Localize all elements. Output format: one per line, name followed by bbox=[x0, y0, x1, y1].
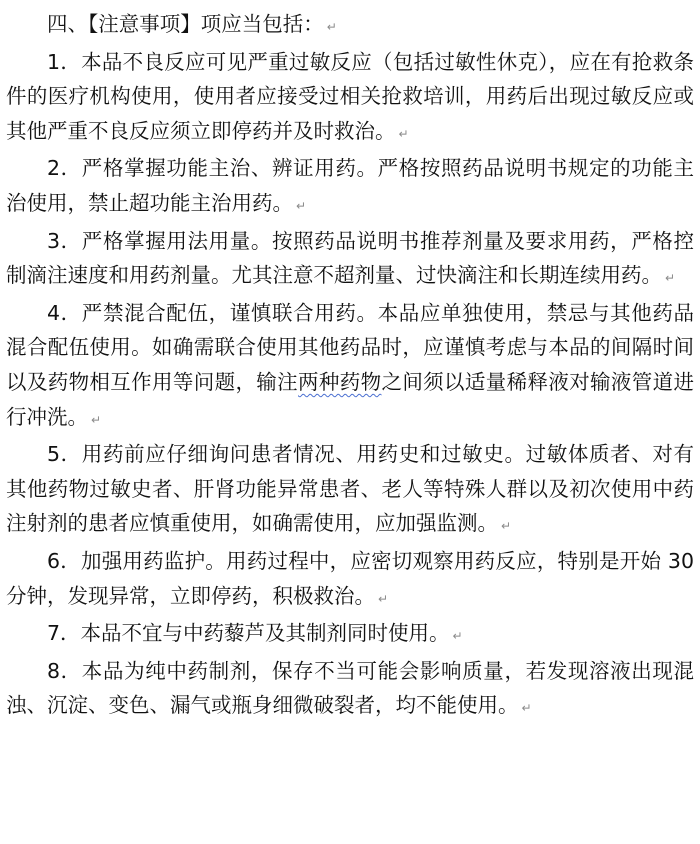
paragraph-mark-icon: ↵ bbox=[665, 271, 676, 286]
paragraph-mark-icon: ↵ bbox=[452, 629, 463, 644]
paragraph-mark-icon: ↵ bbox=[521, 701, 532, 716]
list-item-text: 8．本品为纯中药制剂，保存不当可能会影响质量，若发现溶液出现混浊、沉淀、变色、漏气或瓶身细微破裂者，均不能使用。 bbox=[6, 658, 694, 718]
list-item-1 bbox=[6, 45, 694, 152]
paragraph-mark-icon: ↵ bbox=[296, 198, 307, 213]
list-item-text: 3．严格掌握用法用量。按照药品说明书推荐剂量及要求用药，严格控制滴注速度和用药剂量。尤其注意不超剂量、过快滴注和长期连续用药。 bbox=[6, 228, 694, 288]
list-item-text: 7．本品不宜与中药藜芦及其制剂同时使用。 bbox=[47, 621, 450, 646]
list-item-8 bbox=[6, 654, 694, 726]
list-item-text: 4．严禁混合配伍，谨慎联合用药。本品应单独使用，禁忌与其他药品混合配伍使用。如确需联合使用其他药品时，应谨慎考虑与本品的间隔时间以及药物相互作用等问题，输注两种药物之间须以适量稀释液对输液管道进行冲洗。 bbox=[6, 300, 694, 429]
list-item-text: 1．本品不良反应可见严重过敏反应（包括过敏性休克），应在有抢救条件的医疗机构使用，使用者应接受过相关抢救培训，用药后出现过敏反应或其他严重不良反应须立即停药并及时救治。 bbox=[6, 49, 694, 143]
list-item-3 bbox=[6, 224, 694, 296]
list-item-text: 6．加强用药监护。用药过程中，应密切观察用药反应，特别是开始 30 分钟，发现异常，立即停药，积极救治。 bbox=[6, 548, 694, 608]
spellcheck-underline: 两种药物 bbox=[298, 369, 382, 394]
paragraph-mark-icon: ↵ bbox=[91, 412, 102, 427]
paragraph-mark-icon: ↵ bbox=[501, 519, 512, 534]
document-body bbox=[6, 7, 694, 726]
list-item-text: 2．严格掌握功能主治、辨证用药。严格按照药品说明书规定的功能主治使用，禁止超功能主治用药。 bbox=[6, 156, 694, 215]
paragraph-mark-icon: ↵ bbox=[398, 126, 409, 141]
list-item-2 bbox=[6, 151, 694, 223]
list-item-text: 5．用药前应仔细询问患者情况、用药史和过敏史。过敏体质者、对有其他药物过敏史者、肝肾功能异常患者、老人等特殊人群以及初次使用中药注射剂的患者应慎重使用，如确需使用，应加强监测。 bbox=[6, 442, 694, 536]
section-heading bbox=[6, 7, 694, 45]
paragraph-mark-icon: ↵ bbox=[326, 20, 337, 34]
list-item-4 bbox=[6, 296, 694, 437]
list-item-7 bbox=[6, 616, 694, 654]
list-item-5 bbox=[6, 437, 694, 544]
paragraph-mark-icon: ↵ bbox=[378, 591, 389, 606]
heading-text: 四、【注意事项】项应当包括： bbox=[47, 12, 324, 36]
list-item-6 bbox=[6, 544, 694, 616]
